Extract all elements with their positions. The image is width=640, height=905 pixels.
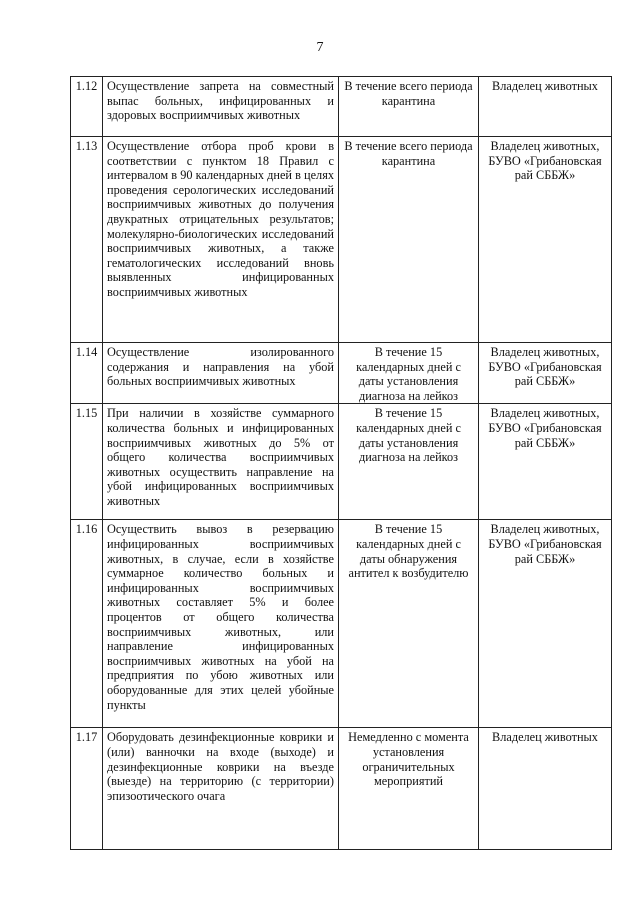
row-responsible: Владелец животных, БУВО «Грибановская рай СББЖ»	[479, 343, 612, 404]
row-number: 1.13	[71, 137, 103, 343]
table-row	[71, 520, 612, 728]
measures-table	[70, 76, 612, 850]
row-term: В течение всего периода карантина	[339, 137, 479, 343]
page-number: 7	[316, 40, 324, 55]
row-term: В течение 15 календарных дней с даты установления диагноза на лейкоз	[339, 343, 479, 404]
row-responsible: Владелец животных, БУВО «Грибановская рай СББЖ»	[479, 520, 612, 728]
row-responsible: Владелец животных	[479, 728, 612, 850]
table-row	[71, 728, 612, 850]
row-number: 1.16	[71, 520, 103, 728]
row-term: В течение 15 календарных дней с даты обнаружения антител к возбудителю	[339, 520, 479, 728]
row-action: Осуществление запрета на совместный выпас больных, инфицированных и здоровых восприимчивых животных	[103, 77, 339, 137]
row-term: В течение 15 календарных дней с даты установления диагноза на лейкоз	[339, 404, 479, 520]
table-row	[71, 137, 612, 343]
row-action: Осуществление отбора проб крови в соответствии с пунктом 18 Правил с интервалом в 90 календарных дней в целях проведения серологических исследований восприимчивых животных до получения двукратных отрицательных результатов; молекулярно-биологических исследований восприимчивых животных, а также гематологических исследований вновь выявленных инфицированных восприимчивых животных	[103, 137, 339, 343]
row-number: 1.14	[71, 343, 103, 404]
row-action: Осуществить вывоз в резервацию инфицированных восприимчивых животных, в случае, если в хозяйстве суммарное количество больных и инфицированных восприимчивых животных составляет 5% и более процентов от общего количества восприимчивых животных, или направление инфицированных восприимчивых животных на убой на предприятия по убою животных или оборудованные для этих целей убойные пункты	[103, 520, 339, 728]
table-row	[71, 343, 612, 404]
row-number: 1.15	[71, 404, 103, 520]
row-term: Немедленно с момента установления ограничительных мероприятий	[339, 728, 479, 850]
row-responsible: Владелец животных, БУВО «Грибановская рай СББЖ»	[479, 404, 612, 520]
row-responsible: Владелец животных, БУВО «Грибановская рай СББЖ»	[479, 137, 612, 343]
table-row	[71, 77, 612, 137]
row-term: В течение всего периода карантина	[339, 77, 479, 137]
row-action: Оборудовать дезинфекционные коврики и (или) ванночки на входе (выходе) и дезинфекционные коврики на въезде (выезде) на территорию (с территории) эпизоотического очага	[103, 728, 339, 850]
row-action: Осуществление изолированного содержания и направления на убой больных восприимчивых животных	[103, 343, 339, 404]
row-responsible: Владелец животных	[479, 77, 612, 137]
row-action: При наличии в хозяйстве суммарного количества больных и инфицированных восприимчивых животных до 5% от общего количества восприимчивых животных осуществить направление на убой инфицированных восприимчивых животных	[103, 404, 339, 520]
table-row	[71, 404, 612, 520]
row-number: 1.12	[71, 77, 103, 137]
row-number: 1.17	[71, 728, 103, 850]
